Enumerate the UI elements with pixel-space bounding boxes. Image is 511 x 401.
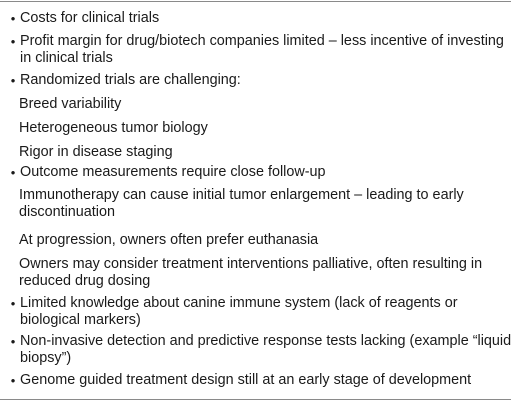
item-line: biopsy”) — [20, 350, 72, 366]
bullet-icon: • — [10, 165, 16, 180]
item-text — [20, 164, 326, 181]
item-text — [20, 295, 458, 329]
bottom-rule — [0, 399, 511, 400]
item-line: biological markers) — [20, 312, 141, 328]
item-line: reduced drug dosing — [19, 273, 151, 289]
item-line: Outcome measurements require close follow-up — [20, 164, 326, 180]
subitem-text — [19, 256, 482, 290]
item-text — [20, 372, 471, 389]
item-line: Non-invasive detection and predictive response tests lacking (example “liquid — [20, 333, 511, 349]
item-line: Profit margin for drug/biotech companies limited – less incentive of investing — [20, 33, 504, 49]
item-line: At progression, owners often prefer euthanasia — [19, 232, 319, 248]
bullet-icon: • — [10, 73, 16, 88]
bullet-icon: • — [10, 11, 16, 26]
item-text — [20, 72, 241, 89]
subitem-text — [19, 232, 318, 249]
item-text — [20, 10, 159, 27]
item-line: discontinuation — [19, 204, 116, 220]
top-rule — [0, 1, 511, 2]
item-line: Limited knowledge about canine immune system (lack of reagents or — [20, 295, 458, 311]
item-text — [20, 333, 511, 367]
item-line: Genome guided treatment design still at an early stage of development — [20, 372, 472, 388]
subitem-text — [19, 120, 208, 137]
bullet-icon: • — [10, 373, 16, 388]
bullet-icon: • — [10, 34, 16, 49]
item-line: Randomized trials are challenging: — [20, 72, 241, 88]
subitem-text — [19, 96, 121, 113]
item-line: Costs for clinical trials — [20, 10, 160, 26]
bullet-icon: • — [10, 334, 16, 349]
subitem-text — [19, 144, 173, 161]
item-text — [20, 33, 504, 67]
item-line: Rigor in disease staging — [19, 144, 173, 160]
item-line: in clinical trials — [20, 50, 113, 66]
item-line: Breed variability — [19, 96, 122, 112]
item-line: Owners may consider treatment interventions palliative, often resulting in — [19, 256, 483, 272]
item-line: Heterogeneous tumor biology — [19, 120, 208, 136]
bullet-icon: • — [10, 296, 16, 311]
item-line: Immunotherapy can cause initial tumor enlargement – leading to early — [19, 187, 464, 203]
subitem-text — [19, 187, 464, 221]
